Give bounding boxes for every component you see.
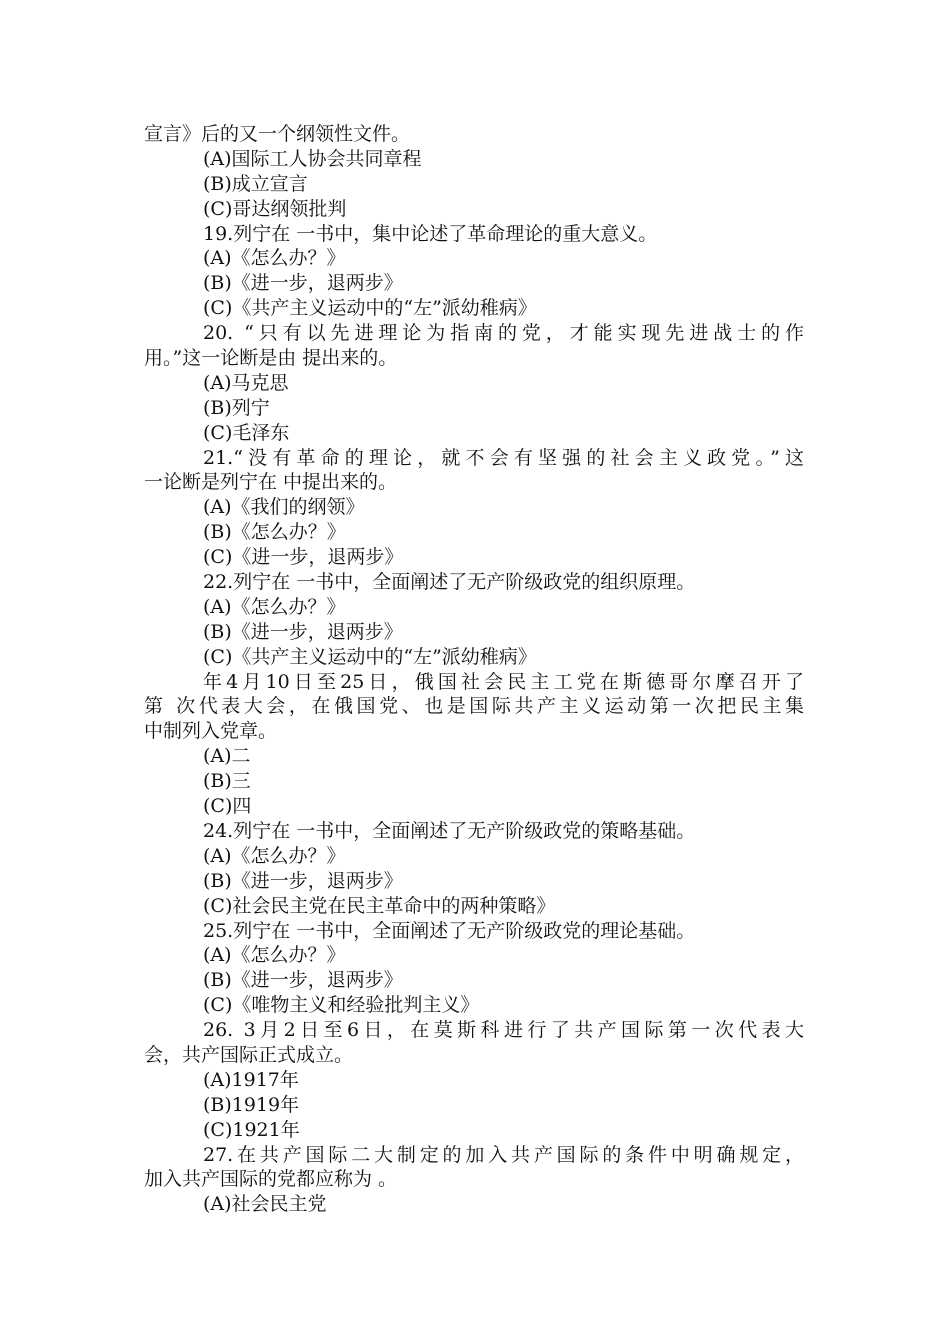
text-line: (B)1919年 — [203, 1093, 300, 1116]
text-line: 20. “只有以先进理论为指南的党，才能实现先进战士的作 — [203, 322, 804, 345]
text-line: (A)《怎么办？》 — [203, 595, 346, 618]
text-line: 中制列入党章。 — [144, 720, 278, 743]
text-line: (C)毛泽东 — [203, 421, 290, 444]
text-line: (A)《怎么办？》 — [203, 247, 346, 270]
text-line: (C)《唯物主义和经验批判主义》 — [203, 994, 480, 1017]
text-line: (C)社会民主党在民主革命中的两种策略》 — [203, 894, 556, 917]
text-line: (A)《怎么办？》 — [203, 944, 346, 967]
text-line: 第 次代表大会，在俄国党、也是国际共产主义运动第一次把民主集 — [144, 695, 804, 718]
text-line: 22.列宁在 一书中，全面阐述了无产阶级政党的组织原理。 — [203, 571, 696, 594]
text-line: (A)《我们的纲领》 — [203, 496, 365, 519]
text-line: (C)《共产主义运动中的“左”派幼稚病》 — [203, 645, 537, 668]
text-line: (B)列宁 — [203, 396, 270, 419]
text-line: (B)《进一步，退两步》 — [203, 869, 403, 892]
text-line: 一论断是列宁在 中提出来的。 — [144, 471, 398, 494]
text-line: 27.在共产国际二大制定的加入共产国际的条件中明确规定， — [203, 1143, 804, 1166]
text-line: (C)四 — [203, 795, 252, 818]
text-line: (C)《进一步，退两步》 — [203, 546, 404, 569]
text-line: (B)成立宣言 — [203, 172, 308, 195]
text-line: 年4月10日至25日，俄国社会民主工党在斯德哥尔摩召开了 — [203, 670, 804, 693]
text-line: (C)《共产主义运动中的“左”派幼稚病》 — [203, 297, 537, 320]
text-line: (B)《怎么办？》 — [203, 521, 346, 544]
text-line: (A)《怎么办？》 — [203, 844, 346, 867]
text-line: (B)三 — [203, 770, 251, 793]
text-line: (B)《进一步，退两步》 — [203, 969, 403, 992]
text-line: (A)国际工人协会共同章程 — [203, 147, 422, 170]
text-line: 用。”这一论断是由 提出来的。 — [144, 347, 398, 370]
text-line: 21.“没有革命的理论，就不会有坚强的社会主义政党。”这 — [203, 446, 804, 469]
text-line: (C)1921年 — [203, 1118, 300, 1141]
text-line: 24.列宁在 一书中，全面阐述了无产阶级政党的策略基础。 — [203, 819, 696, 842]
text-line: 会，共产国际正式成立。 — [144, 1043, 354, 1066]
text-line: (B)《进一步，退两步》 — [203, 620, 403, 643]
text-line: 宣言》后的又一个纲领性文件。 — [144, 123, 411, 145]
text-line: (B)《进一步，退两步》 — [203, 272, 403, 295]
text-line: (A)马克思 — [203, 371, 289, 394]
text-line: (A)社会民主党 — [203, 1193, 327, 1216]
document-page — [0, 122, 950, 1217]
text-line: (A)1917年 — [203, 1068, 299, 1091]
text-line: (A)二 — [203, 745, 251, 768]
text-line: 19.列宁在 一书中，集中论述了革命理论的重大意义。 — [203, 222, 658, 245]
text-line: 25.列宁在 一书中，全面阐述了无产阶级政党的理论基础。 — [203, 919, 696, 942]
text-line: 26. 3月2日至6日，在莫斯科进行了共产国际第一次代表大 — [203, 1019, 804, 1042]
text-line: (C)哥达纲领批判 — [203, 197, 347, 220]
text-line: 加入共产国际的党都应称为 。 — [144, 1168, 398, 1191]
